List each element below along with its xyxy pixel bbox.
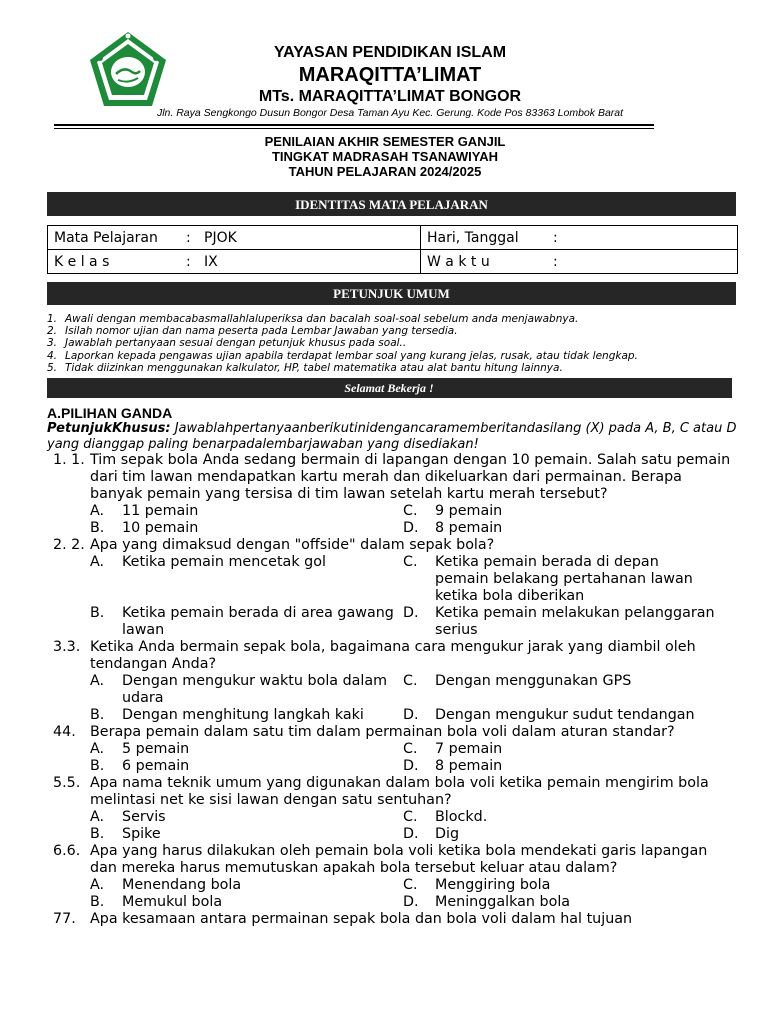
answer-option[interactable] (403, 826, 716, 843)
question-number: 6.6. (53, 843, 81, 859)
answer-option[interactable] (403, 809, 716, 826)
option-letter: C. (403, 503, 418, 519)
instruction-text: Awali dengan membacabasmallahlaluperiksa dan bacalah soal-soal sebelum anda menjawabnya. (65, 313, 579, 325)
option-text: Ketika pemain melakukan pelanggaran serius (435, 605, 715, 638)
option-letter: C. (403, 741, 418, 757)
answer-option[interactable] (90, 605, 403, 639)
question-number: 77. (53, 911, 76, 927)
instruction-item (47, 325, 737, 337)
answer-option[interactable] (90, 673, 403, 707)
subject-label: Mata Pelajaran (54, 229, 158, 246)
option-letter: B. (90, 758, 105, 774)
date-cell (421, 226, 738, 250)
answer-option[interactable] (90, 894, 403, 911)
instruction-item (47, 337, 737, 349)
answer-options (90, 809, 737, 843)
option-text: Dengan menghitung langkah kaki (122, 707, 364, 723)
option-letter: B. (90, 707, 105, 723)
class-cell (48, 250, 421, 274)
question-number: 2. 2. (53, 537, 85, 553)
question-item (47, 843, 737, 911)
instruction-number: 3. (47, 337, 58, 350)
question-number: 5.5. (53, 775, 81, 791)
option-text: 11 pemain (122, 503, 199, 519)
date-sep: : (553, 229, 558, 246)
exam-level: TINGKAT MADRASAH TSANAWIYAH (271, 149, 499, 164)
answer-option[interactable] (403, 673, 716, 707)
instruction-number: 1. (47, 313, 58, 325)
question-number: 44. (53, 724, 76, 740)
exam-title: PENILAIAN AKHIR SEMESTER GANJIL (264, 134, 506, 149)
option-text: 7 pemain (435, 741, 503, 757)
instruction-item (47, 313, 737, 325)
question-item (47, 639, 737, 724)
question-text: Ketika Anda bermain sepak bola, bagaimana cara mengukur jarak yang diambil oleh tendangan Anda? (90, 639, 696, 672)
identity-table (47, 225, 738, 274)
time-label: W a k t u (427, 253, 490, 270)
option-letter: C. (403, 809, 418, 825)
foundation-name: YAYASAN PENDIDIKAN ISLAM (273, 44, 507, 61)
option-text: 9 pemain (435, 503, 503, 519)
option-text: Dengan mengukur waktu bola dalam udara (122, 673, 388, 706)
closing-banner: Selamat Bekerja ! (47, 378, 733, 398)
answer-option[interactable] (403, 520, 716, 537)
answer-options (90, 673, 737, 724)
option-letter: C. (403, 877, 418, 893)
answer-option[interactable] (90, 758, 403, 775)
answer-options (90, 554, 737, 639)
answer-option[interactable] (90, 707, 403, 724)
answer-option[interactable] (90, 503, 403, 520)
option-text: Ketika pemain berada di area gawang lawan (122, 605, 394, 638)
special-instructions (47, 421, 737, 453)
option-letter: A. (90, 554, 105, 570)
answer-options (90, 741, 737, 775)
school-address: Jln. Raya Sengkongo Dusun Bongor Desa Taman Ayu Kec. Gerung. Kode Pos 83363 Lombok Barat (156, 107, 624, 119)
option-letter: D. (403, 707, 419, 723)
answer-option[interactable] (403, 741, 716, 758)
answer-option[interactable] (403, 605, 716, 639)
answer-option[interactable] (403, 707, 716, 724)
option-letter: D. (403, 758, 419, 774)
section-title: A.PILIHAN GANDA (47, 405, 173, 421)
option-text: Menggiring bola (435, 877, 551, 893)
header-divider-thin (54, 128, 654, 129)
question-number: 3.3. (53, 639, 81, 655)
option-letter: A. (90, 809, 105, 825)
instruction-text: Isilah nomor ujian dan nama peserta pada Lembar Jawaban yang tersedia. (65, 325, 458, 338)
option-letter: D. (403, 826, 419, 842)
option-text: Meninggalkan bola (435, 894, 571, 910)
instruction-item (47, 362, 737, 374)
identity-banner: IDENTITAS MATA PELAJARAN (47, 192, 736, 216)
subject-sep: : (186, 229, 191, 246)
option-letter: A. (90, 673, 105, 689)
option-letter: C. (403, 554, 418, 570)
time-cell (421, 250, 738, 274)
option-text: Servis (122, 809, 166, 825)
option-letter: A. (90, 877, 105, 893)
option-text: Ketika pemain mencetak gol (122, 554, 326, 570)
special-label: PetunjukKhusus: (47, 421, 171, 436)
exam-year: TAHUN PELAJARAN 2024/2025 (288, 164, 482, 179)
instructions-banner: PETUNJUK UMUM (47, 282, 736, 305)
class-label: K e l a s (54, 253, 110, 270)
answer-option[interactable] (403, 877, 716, 894)
header-divider (54, 124, 654, 126)
answer-options (90, 877, 737, 911)
option-text: 8 pemain (435, 758, 503, 774)
subject-value: PJOK (204, 229, 237, 246)
option-text: 10 pemain (122, 520, 199, 536)
instruction-text: Tidak diizinkan menggunakan kalkulator, HP, tabel matematika atau alat bantu hitung lainnya. (65, 361, 563, 374)
general-instructions (47, 313, 737, 374)
special-text: Jawablahpertanyaanberikutinidengancaramemberitandasilang (X) pada A, B, C atau D yang dianggap paling benarpadalembarjawaban yang disediakan! (47, 421, 737, 452)
date-label: Hari, Tanggal (427, 229, 519, 246)
time-sep: : (553, 253, 558, 270)
school-name: MARAQITTA’LIMAT (298, 64, 482, 86)
question-number: 1. 1. (53, 452, 85, 468)
option-text: 6 pemain (122, 758, 190, 774)
option-letter: C. (403, 673, 418, 689)
option-letter: D. (403, 520, 419, 536)
answer-option[interactable] (403, 894, 716, 911)
subject-cell (48, 226, 421, 250)
question-item (47, 911, 737, 928)
question-item (47, 724, 737, 775)
question-text: Apa yang harus dilakukan oleh pemain bola voli ketika bola mendekati garis lapangan dan mereka harus memutuskan apakah bola tersebut keluar atau dalam? (90, 843, 708, 876)
closing-banner-edge (729, 378, 732, 398)
option-letter: B. (90, 894, 105, 910)
option-letter: B. (90, 605, 105, 621)
option-text: Memukul bola (122, 894, 223, 910)
option-letter: B. (90, 826, 105, 842)
instruction-text: Laporkan kepada pengawas ujian apabila terdapat lembar soal yang kurang jelas, rusak, atau tidak lengkap. (65, 349, 638, 362)
option-text: Menendang bola (122, 877, 242, 893)
answer-option[interactable] (90, 877, 403, 894)
option-text: 5 pemain (122, 741, 190, 757)
answer-option[interactable] (90, 554, 403, 605)
answer-options (90, 503, 737, 537)
answer-option[interactable] (403, 554, 716, 605)
answer-option[interactable] (403, 503, 716, 520)
answer-option[interactable] (90, 809, 403, 826)
instruction-number: 4. (47, 349, 58, 362)
option-text: 8 pemain (435, 520, 503, 536)
instruction-number: 5. (47, 361, 58, 374)
question-text: Tim sepak bola Anda sedang bermain di lapangan dengan 10 pemain. Salah satu pemain dari tim lawan mendapatkan kartu merah dan dikeluarkan dari permainan. Berapa banyak pemain yang tersisa di tim lawan setelah kartu merah tersebut? (90, 452, 731, 502)
question-text: Apa yang dimaksud dengan "offside" dalam sepak bola? (90, 537, 495, 553)
answer-option[interactable] (90, 826, 403, 843)
option-letter: A. (90, 741, 105, 757)
question-item (47, 452, 737, 537)
option-letter: D. (403, 894, 419, 910)
option-text: Blockd. (435, 809, 488, 825)
option-text: Dig (435, 826, 460, 842)
question-text: Berapa pemain dalam satu tim dalam permainan bola voli dalam aturan standar? (90, 724, 675, 740)
option-text: Ketika pemain berada di depan pemain belakang pertahanan lawan ketika bola diberikan (435, 554, 693, 604)
answer-option[interactable] (90, 520, 403, 537)
option-text: Spike (122, 826, 161, 842)
question-item (47, 775, 737, 843)
question-text: Apa nama teknik umum yang digunakan dalam bola voli ketika pemain mengirim bola melintasi net ke sisi lawan dengan satu sentuhan? (90, 775, 709, 808)
option-letter: B. (90, 520, 105, 536)
instruction-text: Jawablah pertanyaan sesuai dengan petunjuk khusus pada soal.. (65, 337, 407, 350)
class-sep: : (186, 253, 191, 270)
option-letter: A. (90, 503, 105, 519)
answer-option[interactable] (403, 758, 716, 775)
madrasah-name: MTs. MARAQITTA’LIMAT BONGOR (258, 88, 522, 105)
option-text: Dengan menggunakan GPS (435, 673, 632, 689)
option-text: Dengan mengukur sudut tendangan (435, 707, 695, 723)
instruction-item (47, 350, 737, 362)
answer-option[interactable] (90, 741, 403, 758)
instruction-number: 2. (47, 325, 58, 338)
question-list (47, 452, 737, 928)
option-letter: D. (403, 605, 419, 621)
question-text: Apa kesamaan antara permainan sepak bola dan bola voli dalam hal tujuan (90, 911, 633, 927)
question-item (47, 537, 737, 639)
class-value: IX (204, 253, 218, 270)
